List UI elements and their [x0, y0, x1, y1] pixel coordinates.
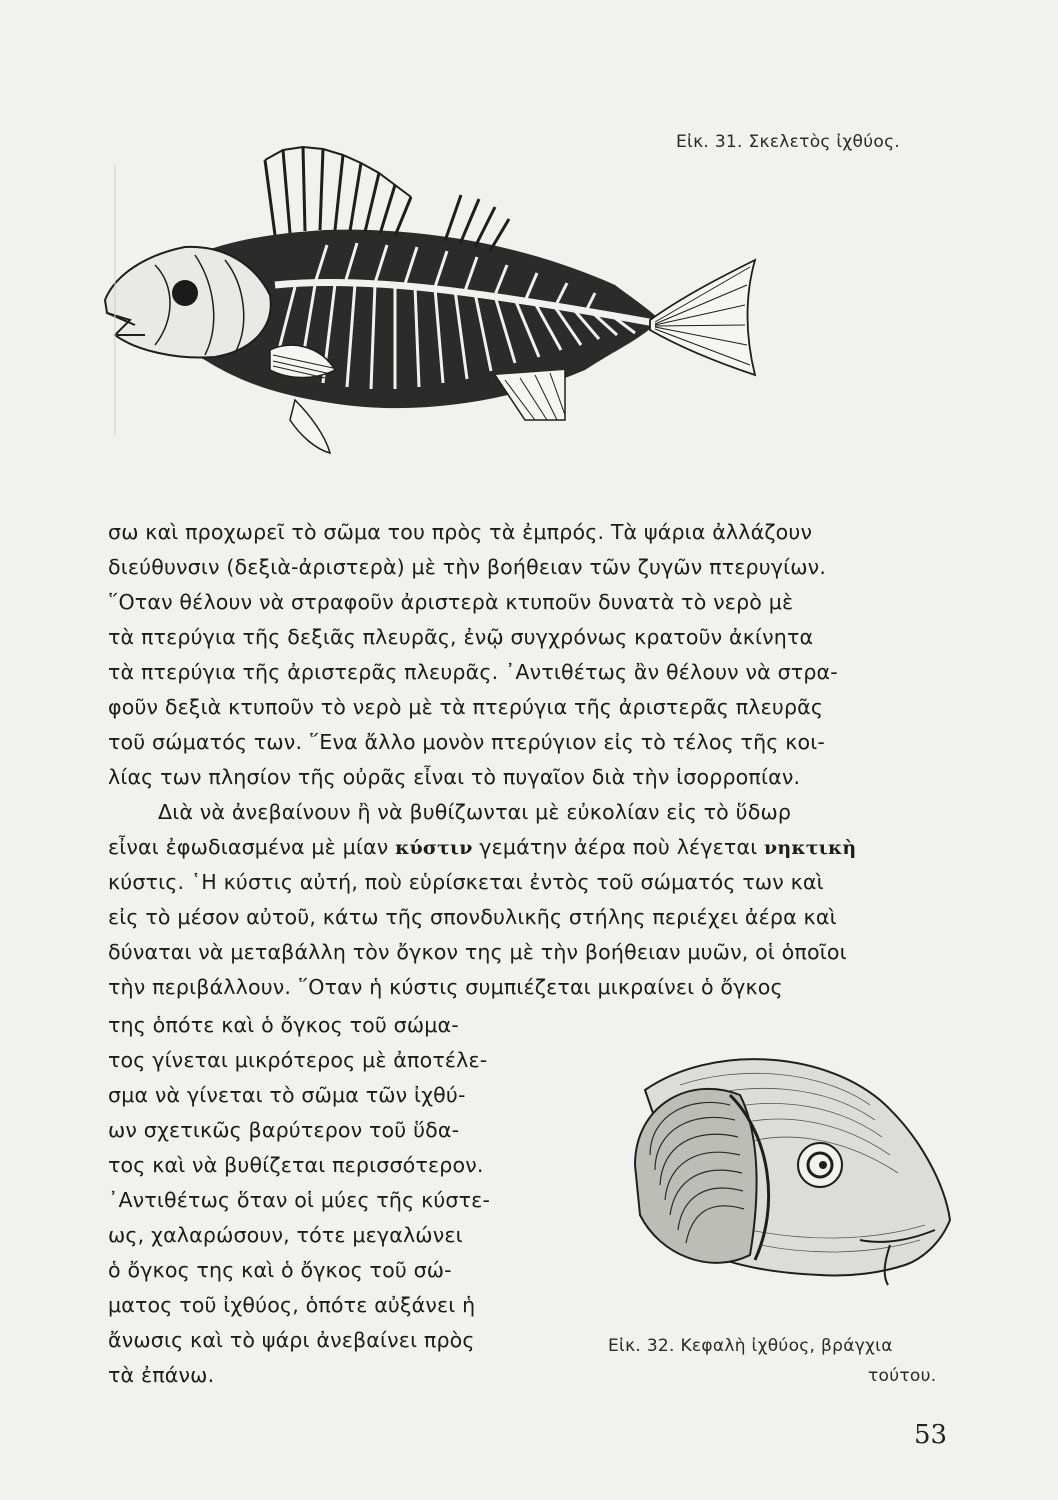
fish-skeleton-illustration	[95, 135, 785, 465]
text-line: τὴν περιβάλλουν. ῞Οταν ἡ κύστις συμπιέζεται μικραίνει ὁ ὄγκος	[108, 975, 783, 999]
text-line: ων σχετικῶς βαρύτερον τοῦ ὕδα-	[108, 1118, 460, 1142]
text-line: ῞Οταν θέλουν νὰ στραφοῦν ἀριστερὰ κτυποῦν δυνατὰ τὸ νερὸ μὲ	[108, 590, 794, 614]
text-segment: εἶναι ἐφωδιασμένα μὲ μίαν	[108, 835, 396, 859]
text-line: ᾿Αντιθέτως ὅταν οἱ μύες τῆς κύστε-	[108, 1188, 491, 1212]
text-line: διεύθυνσιν (δεξιὰ-ἀριστερὰ) μὲ τὴν βοήθειαν τῶν ζυγῶν πτερυγίων.	[108, 555, 827, 579]
text-line: της ὁπότε καὶ ὁ ὄγκος τοῦ σώμα-	[108, 1013, 459, 1037]
figure-31-caption: Εἰκ. 31. Σκελετὸς ἰχθύος.	[676, 132, 901, 152]
figure-32-caption-line2: τούτου.	[868, 1366, 937, 1386]
text-line: ματος τοῦ ἰχθύος, ὁπότε αὐξάνει ἡ	[108, 1293, 476, 1317]
text-line: δύναται νὰ μεταβάλλη τὸν ὄγκον της μὲ τὴν βοήθειαν μυῶν, οἱ ὁποῖοι	[108, 940, 847, 964]
text-line: λίας των πλησίον τῆς οὐρᾶς εἶναι τὸ πυγαῖον διὰ τὴν ἰσορροπίαν.	[108, 765, 801, 789]
text-line: τὰ πτερύγια τῆς δεξιᾶς πλευρᾶς, ἐνῷ συγχρόνως κρατοῦν ἀκίνητα	[108, 625, 814, 649]
page-number: 53	[914, 1420, 948, 1450]
text-line: τὰ ἐπάνω.	[108, 1363, 215, 1387]
text-line: σω καὶ προχωρεῖ τὸ σῶμα του πρὸς τὰ ἐμπρός. Τὰ ψάρια ἀλλάζουν	[108, 520, 813, 544]
paragraph-start-line: Διὰ νὰ ἀνεβαίνουν ἢ νὰ βυθίζωνται μὲ εὐκολίαν εἰς τὸ ὕδωρ	[158, 800, 792, 824]
text-line-with-terms	[108, 837, 856, 858]
text-line: εἰς τὸ μέσον αὐτοῦ, κάτω τῆς σπονδυλικῆς στήλης περιέχει ἀέρα καὶ	[108, 905, 837, 929]
text-segment: γεμάτην ἀέρα ποὺ λέγεται	[472, 835, 765, 859]
text-line: ἄνωσις καὶ τὸ ψάρι ἀνεβαίνει πρὸς	[108, 1328, 475, 1352]
text-line: κύστις. ῾Η κύστις αὐτή, ποὺ εὑρίσκεται ἐντὸς τοῦ σώματός των καὶ	[108, 870, 824, 894]
bold-term-niktiki: νηκτικὴ	[764, 837, 857, 859]
figure-32-caption-line1: Εἰκ. 32. Κεφαλὴ ἰχθύος, βράγχια	[608, 1336, 893, 1356]
text-line: τος γίνεται μικρότερος μὲ ἀποτέλε-	[108, 1048, 488, 1072]
text-line: ὁ ὄγκος της καὶ ὁ ὄγκος τοῦ σώ-	[108, 1258, 452, 1282]
text-line: φοῦν δεξιὰ κτυποῦν τὸ νερὸ μὲ τὰ πτερύγια τῆς ἀριστερᾶς πλευρᾶς	[108, 695, 824, 719]
text-line: σμα νὰ γίνεται τὸ σῶμα τῶν ἰχθύ-	[108, 1083, 466, 1107]
fish-head-gills-illustration	[620, 1045, 960, 1315]
text-line: τὰ πτερύγια τῆς ἀριστερᾶς πλευρᾶς. ᾿Αντιθέτως ἂν θέλουν νὰ στρα-	[108, 660, 838, 684]
text-line: τοῦ σώματός των. ῞Ενα ἄλλο μονὸν πτερύγιον εἰς τὸ τέλος τῆς κοι-	[108, 730, 825, 754]
bold-term-kystin: κύστιν	[395, 837, 473, 859]
text-line: ως, χαλαρώσουν, τότε μεγαλώνει	[108, 1223, 463, 1247]
text-line: τος καὶ νὰ βυθίζεται περισσότερον.	[108, 1153, 484, 1177]
